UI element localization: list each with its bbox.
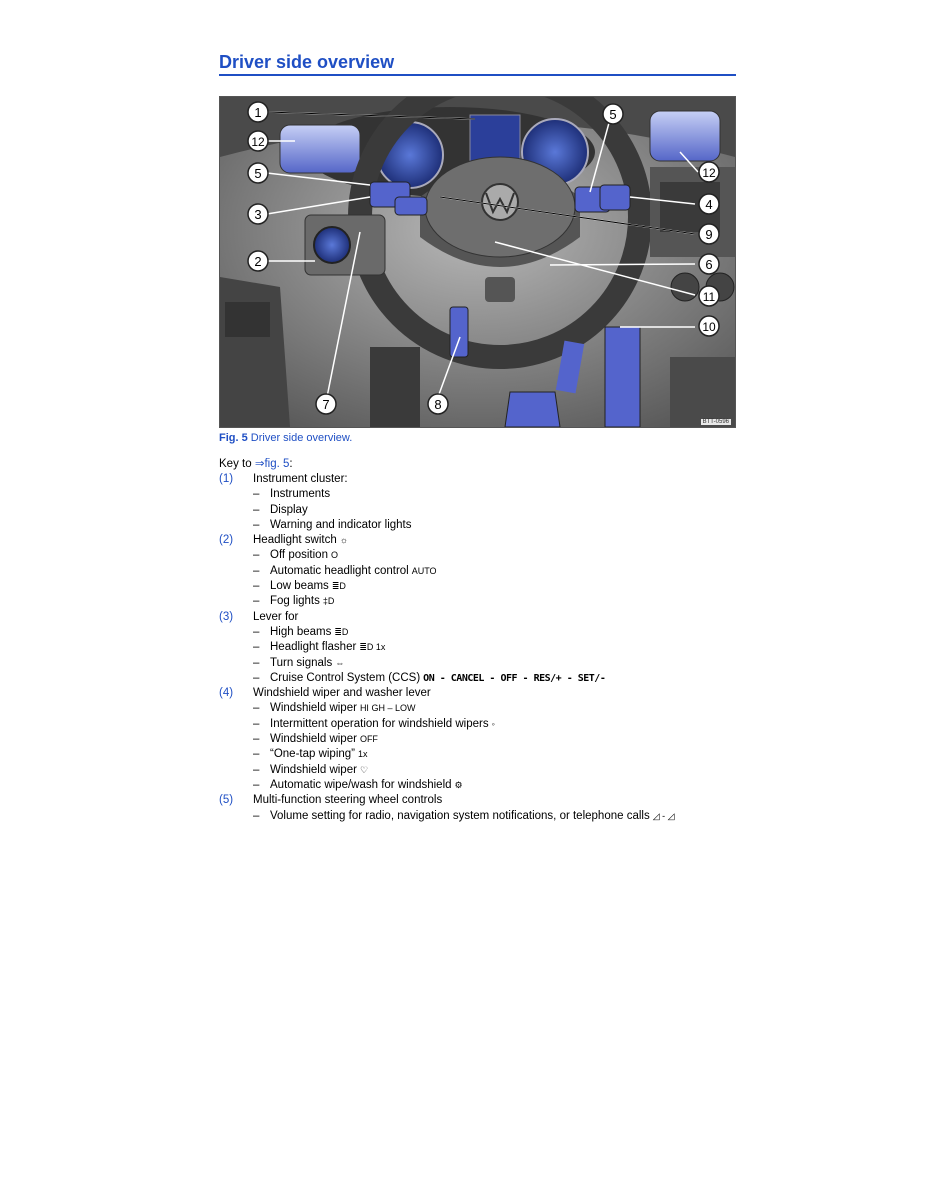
sub-text: Low beams <box>270 580 329 593</box>
sub-text: Warning and indicator lights <box>270 518 412 531</box>
sub-text: Display <box>270 503 308 516</box>
sub-item: – Headlight flasher ≣D 1x <box>219 640 739 655</box>
wiper-icon: ♡ <box>359 764 369 775</box>
sub-text: High beams <box>270 625 332 638</box>
item-text: Headlight switch <box>253 534 337 547</box>
key-item <box>219 472 739 487</box>
figure-ref-code: BTT-0596 <box>702 419 729 425</box>
dashboard-illustration <box>220 97 735 427</box>
callout-5-left: 5 <box>254 166 262 181</box>
key-list <box>219 457 739 824</box>
sub-item: – “One-tap wiping” 1x <box>219 747 739 762</box>
key-line <box>219 457 739 472</box>
sub-item: – Warning and indicator lights <box>219 518 739 533</box>
sub-item: – Windshield wiper HI GH – LOW <box>219 701 739 716</box>
sub-text: “One-tap wiping” <box>270 748 356 761</box>
sub-item: – Turn signals ⇔ <box>219 656 739 671</box>
sub-text: Fog lights <box>270 595 320 608</box>
sub-item: – Display <box>219 503 739 518</box>
sub-symbol: O <box>330 550 338 561</box>
callout-9: 9 <box>705 227 713 242</box>
fog-light-icon: ‡D <box>322 596 335 607</box>
sub-text: Off position <box>270 549 328 562</box>
callout-12-left: 12 <box>251 135 265 149</box>
sub-item: – Windshield wiper OFF <box>219 732 739 747</box>
high-beam-icon: ≣D <box>334 626 349 637</box>
key-suffix: : <box>289 458 293 470</box>
sub-item: – Off position O <box>219 548 739 563</box>
sub-item: – Cruise Control System (CCS) ON - CANCEL - OFF - RES/+ - SET/- <box>219 671 739 686</box>
callout-7: 7 <box>322 397 330 412</box>
sub-text: Cruise Control System (CCS) <box>270 671 421 684</box>
callout-10: 10 <box>702 320 716 334</box>
item-text: Windshield wiper and washer lever <box>253 687 431 700</box>
key-prefix: Key to <box>219 458 252 470</box>
sub-text: Headlight flasher <box>270 641 357 654</box>
sub-text: Windshield wiper <box>270 763 357 776</box>
sub-item: – High beams ≣D <box>219 625 739 640</box>
key-item <box>219 686 739 701</box>
item-number: (4) <box>219 687 234 700</box>
sub-text: Automatic wipe/wash for windshield <box>270 778 452 791</box>
sub-text: Volume setting for radio, navigation system notifications, or telephone calls <box>270 809 650 822</box>
sub-item: – Automatic wipe/wash for windshield ⚙ <box>219 778 739 793</box>
low-beam-icon: ≣D <box>331 581 346 592</box>
sub-item: – Windshield wiper ♡ <box>219 763 739 778</box>
key-item <box>219 610 739 625</box>
callout-6: 6 <box>705 257 713 272</box>
item-number: (3) <box>219 610 234 623</box>
item-number: (5) <box>219 794 234 807</box>
caption-label: Fig. 5 <box>219 432 248 444</box>
callout-1: 1 <box>254 105 262 120</box>
item-number: (2) <box>219 534 234 547</box>
item-text: Lever for <box>253 610 299 623</box>
item-text: Multi-function steering wheel controls <box>253 794 443 807</box>
flasher-icon: ≣D 1x <box>359 642 386 653</box>
fig-link[interactable]: ⇒fig. 5 <box>254 458 290 470</box>
turn-signal-icon: ⇔ <box>335 657 345 668</box>
sub-item: – Fog lights ‡D <box>219 594 739 609</box>
sub-text: Automatic headlight control <box>270 564 409 577</box>
callout-8: 8 <box>434 397 442 412</box>
sub-text: Intermittent operation for windshield wipers <box>270 717 489 730</box>
sub-symbol: HI GH – LOW <box>359 703 416 714</box>
callout-2: 2 <box>254 254 262 269</box>
callout-5-right: 5 <box>609 107 617 122</box>
callout-3: 3 <box>254 207 262 222</box>
sub-text: Windshield wiper <box>270 702 357 715</box>
sub-item: – Intermittent operation for windshield wipers ◦ <box>219 717 739 732</box>
callout-4: 4 <box>705 197 713 212</box>
sub-symbol: AUTO <box>411 565 437 576</box>
wipe-wash-icon: ⚙ <box>454 779 463 790</box>
callout-11: 11 <box>702 290 716 304</box>
ccs-positions: ON - CANCEL - OFF - RES/+ - SET/- <box>423 672 606 684</box>
sub-text: Turn signals <box>270 656 333 669</box>
headlight-icon: ☼ <box>339 535 348 546</box>
sub-item: – Automatic headlight control AUTO <box>219 564 739 579</box>
item-number: (1) <box>219 473 234 485</box>
item-text: Instrument cluster: <box>253 473 348 485</box>
title-rule <box>219 74 736 76</box>
driver-side-figure <box>219 96 736 428</box>
sub-item: – Volume setting for radio, navigation system notifications, or telephone calls ◿ - ◿ <box>219 809 739 824</box>
sub-text: Windshield wiper <box>270 733 357 746</box>
sub-symbol: OFF <box>359 734 378 745</box>
callout-12-right: 12 <box>702 166 716 180</box>
volume-icon: ◿ - ◿ <box>652 810 675 821</box>
key-item <box>219 533 739 548</box>
sub-item: – Instruments <box>219 487 739 502</box>
intermittent-icon: ◦ <box>491 718 495 729</box>
figure-caption <box>219 432 352 444</box>
page-title: Driver side overview <box>219 52 395 72</box>
caption-text: Driver side overview. <box>250 432 353 444</box>
sub-text: Instruments <box>270 488 331 501</box>
sub-symbol: 1x <box>358 749 368 760</box>
key-item <box>219 793 739 808</box>
sub-item: – Low beams ≣D <box>219 579 739 594</box>
